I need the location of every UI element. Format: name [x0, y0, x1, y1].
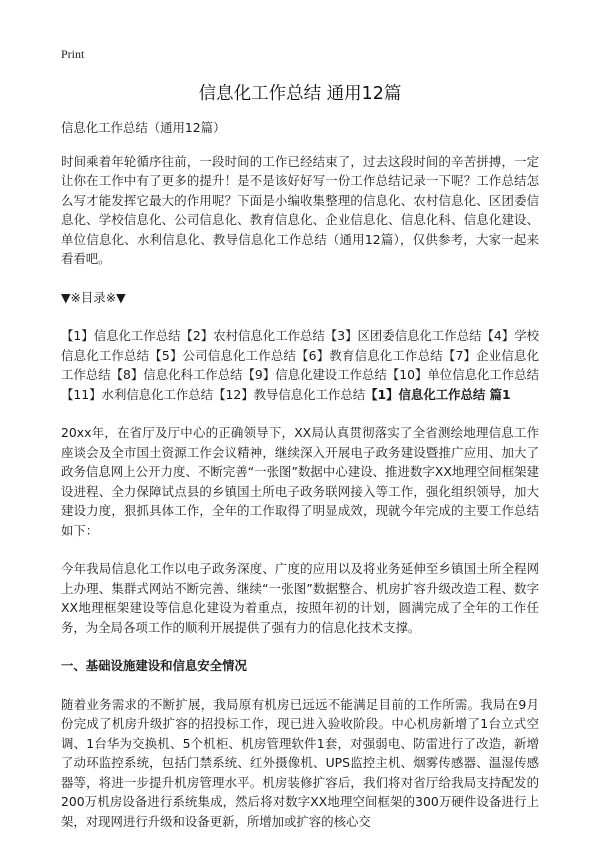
document-subtitle: 信息化工作总结（通用12篇） — [61, 120, 226, 135]
table-of-contents — [61, 326, 539, 404]
body-paragraph-3: 随着业务需求的不断扩展，我局原有机房已远远不能满足目前的工作所需。我局在9月份完成了机房升级扩容的招投标工作，现已进入验收阶段。中心机房新增了1台立式空调、1台华为交换机、5个机柜、机房管理软件1套，对强弱电、防雷进行了改造，新增了动环监控系统，包括门禁系统、红外摄像机、UPS监控主机、烟雾传感器、温湿传感器等，将进一步提升机房管理水平。机房装修扩容后，我们将对省厅给我局支持配发的200万机房设备进行系统集成，然后将对数字XX地理空间框架的300万硬件设备进行上架，对现网进行升级和设备更新，所增加或扩容的核心交 — [61, 696, 539, 829]
print-link[interactable]: Print — [61, 47, 85, 61]
toc-heading: ▼※目录※▼ — [61, 289, 126, 305]
toc-current-section: 【1】信息化工作总结 篇1 — [365, 386, 511, 402]
body-paragraph-1: 20xx年，在省厅及厅中心的正确领导下，XX局认真贯彻落实了全省测绘地理信息工作座谈会及全市国土资源工作会议精神，继续深入开展电子政务建设暨推广应用、加大了政务信息网上公开力度、不断完善“一张图”数据中心建设、推进数字XX地理空间框架建设进程、全力保障试点县的乡镇国土所电子政务联网接入等工作，强化组织领导，加大建设力度，狠抓具体工作，全年的工作取得了明显成效，现就今年完成的主要工作总结如下： — [61, 425, 539, 538]
intro-paragraph: 时间乘着年轮循序往前，一段时间的工作已经结束了，过去这段时间的辛苦拼搏，一定让你在工作中有了更多的提升！是不是该好好写一份工作总结记录一下呢？工作总结怎么写才能发挥它最大的作用呢？下面是小编收集整理的信息化、农村信息化、区团委信息化、学校信息化、公司信息化、教育信息化、企业信息化、信息化科、信息化建设、单位信息化、水利信息化、教导信息化工作总结（通用12篇），仅供参考，大家一起来看看吧。 — [61, 153, 539, 266]
toc-links[interactable]: 【1】信息化工作总结【2】农村信息化工作总结【3】区团委信息化工作总结【4】学校信息化工作总结【5】公司信息化工作总结【6】教育信息化工作总结【7】企业信息化工作总结【8】信息化科工作总结【9】信息化建设工作总结【10】单位信息化工作总结【11】水利信息化工作总结【12】教导信息化工作总结 — [61, 328, 539, 402]
body-paragraph-2: 今年我局信息化工作以电子政务深度、广度的应用以及将业务延伸至乡镇国土所全程网上办理、集群式网站不断完善、继续“一张图”数据整合、机房扩容升级改造工程、数字XX地理框架建设等信息化建设为着重点，按照年初的计划，圆满完成了全年的工作任务，为全局各项工作的顺利开展提供了强有力的信息化技术支撑。 — [61, 561, 539, 635]
page-title: 信息化工作总结 通用12篇 — [198, 84, 402, 104]
section-heading-1: 一、基础设施建设和信息安全情况 — [61, 658, 247, 673]
document-body — [61, 118, 539, 850]
